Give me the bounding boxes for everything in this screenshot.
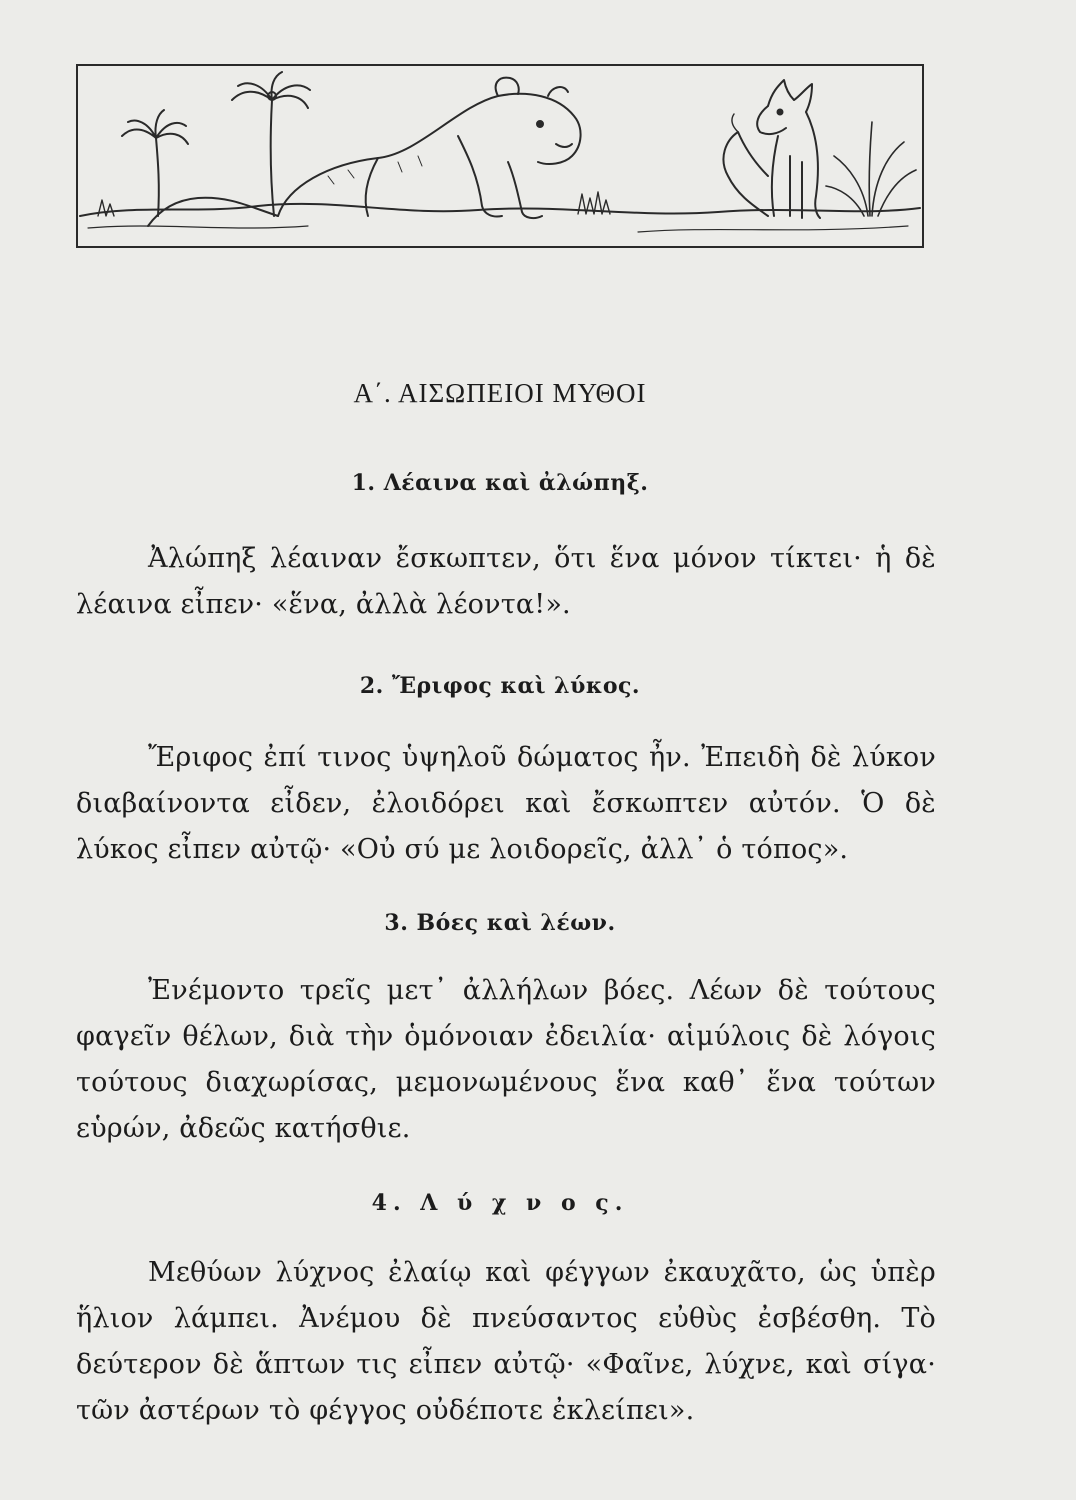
fable-title-2: 2. Ἔριφος καὶ λύκος. — [359, 673, 641, 699]
fable-title-3: 3. Βόες καὶ λέων. — [384, 910, 616, 936]
section-heading: Α΄. ΑΙΣΩΠΕΙΟΙ ΜΥΘΟΙ — [353, 378, 647, 408]
header-illustration — [76, 64, 924, 248]
fable-title-1: 1. Λέαινα καὶ ἀλώπηξ. — [351, 470, 649, 496]
lioness-fox-illustration — [78, 66, 922, 246]
fable-text-3: Ἐνέμοντο τρεῖς μετ᾽ ἀλλήλων βόες. Λέων δὲ τούτους φαγεῖν θέλων, διὰ τὴν ὁμόνοιαν ἐδειλία· αἱμύλοις δὲ λόγοις τούτους διαχωρίσας, μεμονωμένους ἕνα καθ᾽ ἕνα τούτων εὑρών, ἀδεῶς κατήσθιε. — [76, 975, 936, 1144]
fable-text-4: Μεθύων λύχνος ἐλαίῳ καὶ φέγγων ἐκαυχᾶτο, ὡς ὑπὲρ ἥλιον λάμπει. Ἀνέμου δὲ πνεύσαντος εὐθὺς ἐσβέσθη. Τὸ δεύτερον δὲ ἅπτων τις εἶπεν αὐτῷ· «Φαῖνε, λύχνε, καὶ σίγα· τῶν ἀστέρων τὸ φέγγος οὐδέποτε ἐκλείπει». — [76, 1257, 936, 1426]
fable-text-2: Ἔριφος ἐπί τινος ὑψηλοῦ δώματος ἦν. Ἐπειδὴ δὲ λύκον διαβαίνοντα εἶδεν, ἐλοιδόρει καὶ ἔσκωπτεν αὐτόν. Ὁ δὲ λύκος εἶπεν αὐτῷ· «Οὐ σύ με λοιδορεῖς, ἀλλ᾽ ὁ τόπος». — [76, 742, 936, 865]
fable-title-4: 4. Λ ύ χ ν ο ς. — [371, 1190, 629, 1216]
fable-text-1: Ἀλώπηξ λέαιναν ἔσκωπτεν, ὅτι ἕνα μόνον τίκτει· ἡ δὲ λέαινα εἶπεν· «ἕνα, ἀλλὰ λέοντα!». — [76, 543, 936, 620]
